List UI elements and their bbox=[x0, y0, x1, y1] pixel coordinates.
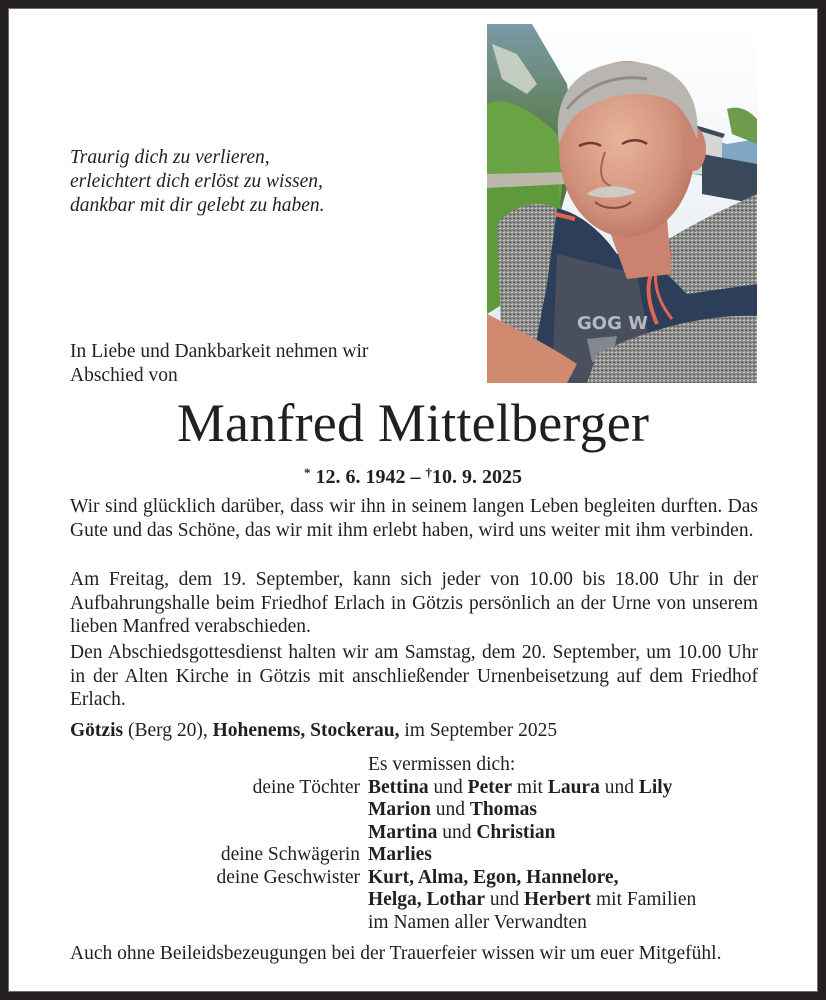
survivor-names: Bettina und Peter mit Laura und Lily bbox=[368, 776, 673, 798]
survivor-names: Kurt, Alma, Egon, Hannelore, bbox=[368, 866, 619, 888]
location-date-line bbox=[70, 719, 557, 743]
survivors-list bbox=[70, 754, 790, 934]
relation-label: deine Geschwister bbox=[216, 866, 360, 888]
relation-label bbox=[70, 822, 368, 845]
relation-label bbox=[70, 912, 368, 935]
paragraph-service: Den Abschiedsgottesdienst halten wir am Samstag, dem 20. September, um 10.00 Uhr in der Alten Kirche in Götzis mit anschließender Urnenbeisetzung auf dem Friedhof Erlach. bbox=[70, 642, 758, 710]
death-cross-icon: † bbox=[425, 465, 432, 480]
location-detail: (Berg 20), bbox=[123, 720, 213, 741]
survivor-names: Helga, Lothar und Herbert mit Familien bbox=[368, 889, 697, 910]
date-separator: – bbox=[410, 466, 421, 488]
paragraph-gratitude: Wir sind glücklich darüber, dass wir ihn in seinem langen Leben begleiten durften. Das Gute und das Schöne, das wir mit ihm erlebt haben, wird uns weiter mit ihm verbinden. bbox=[70, 496, 758, 541]
closing-text: Auch ohne Beileidsbezeugungen bei der Trauerfeier wissen wir um euer Mitgefühl. bbox=[70, 943, 722, 964]
portrait-photo bbox=[487, 24, 757, 383]
memorial-quote bbox=[70, 146, 325, 218]
survivor-names: im Namen aller Verwandten bbox=[368, 911, 587, 933]
obituary-card bbox=[8, 8, 818, 992]
survivor-names: Marlies bbox=[368, 844, 432, 865]
quote-line: erleichtert dich erlöst zu wissen, bbox=[70, 171, 323, 192]
portrait-image bbox=[487, 24, 757, 383]
survivor-row bbox=[70, 822, 790, 845]
survivor-groups bbox=[70, 777, 790, 935]
relation-label: deine Schwägerin bbox=[220, 844, 360, 865]
deceased-name: Manfred Mittelberger bbox=[176, 393, 650, 453]
intro-line: Abschied von bbox=[70, 365, 178, 386]
survivor-names: Martina und Christian bbox=[368, 821, 556, 843]
survivor-row bbox=[70, 777, 790, 800]
death-date: 10. 9. 2025 bbox=[432, 466, 522, 488]
location-date: im September 2025 bbox=[399, 720, 558, 741]
birth-date: 12. 6. 1942 bbox=[315, 466, 406, 488]
survivor-row bbox=[70, 867, 790, 890]
survivors-heading-row bbox=[70, 754, 790, 777]
intro-line: In Liebe und Dankbarkeit nehmen wir bbox=[70, 341, 369, 362]
location-places: Hohenems, Stockerau, bbox=[212, 720, 400, 741]
survivor-row bbox=[70, 912, 790, 935]
survivor-row bbox=[70, 844, 790, 867]
quote-line: Traurig dich zu verlieren, bbox=[70, 147, 270, 168]
survivor-names: Marion und Thomas bbox=[368, 799, 538, 820]
svg-text:GOG W: GOG W bbox=[577, 313, 648, 334]
location-place: Götzis bbox=[70, 720, 124, 741]
intro-text bbox=[70, 340, 368, 388]
life-dates bbox=[8, 461, 818, 489]
birth-star-icon: * bbox=[304, 465, 311, 480]
paragraph-viewing: Am Freitag, dem 19. September, kann sich jeder von 10.00 bis 18.00 Uhr in der Aufbahrungshalle beim Friedhof Erlach in Götzis persönlich an der Urne von unserem lieben Manfred verabschieden. bbox=[70, 569, 758, 637]
quote-line: dankbar mit dir gelebt zu haben. bbox=[70, 195, 325, 216]
relation-label bbox=[70, 799, 368, 822]
relation-label bbox=[70, 889, 368, 912]
survivors-heading: Es vermissen dich: bbox=[368, 754, 516, 775]
survivor-row bbox=[70, 799, 790, 822]
relation-label: deine Töchter bbox=[252, 776, 360, 798]
survivor-row bbox=[70, 889, 790, 912]
